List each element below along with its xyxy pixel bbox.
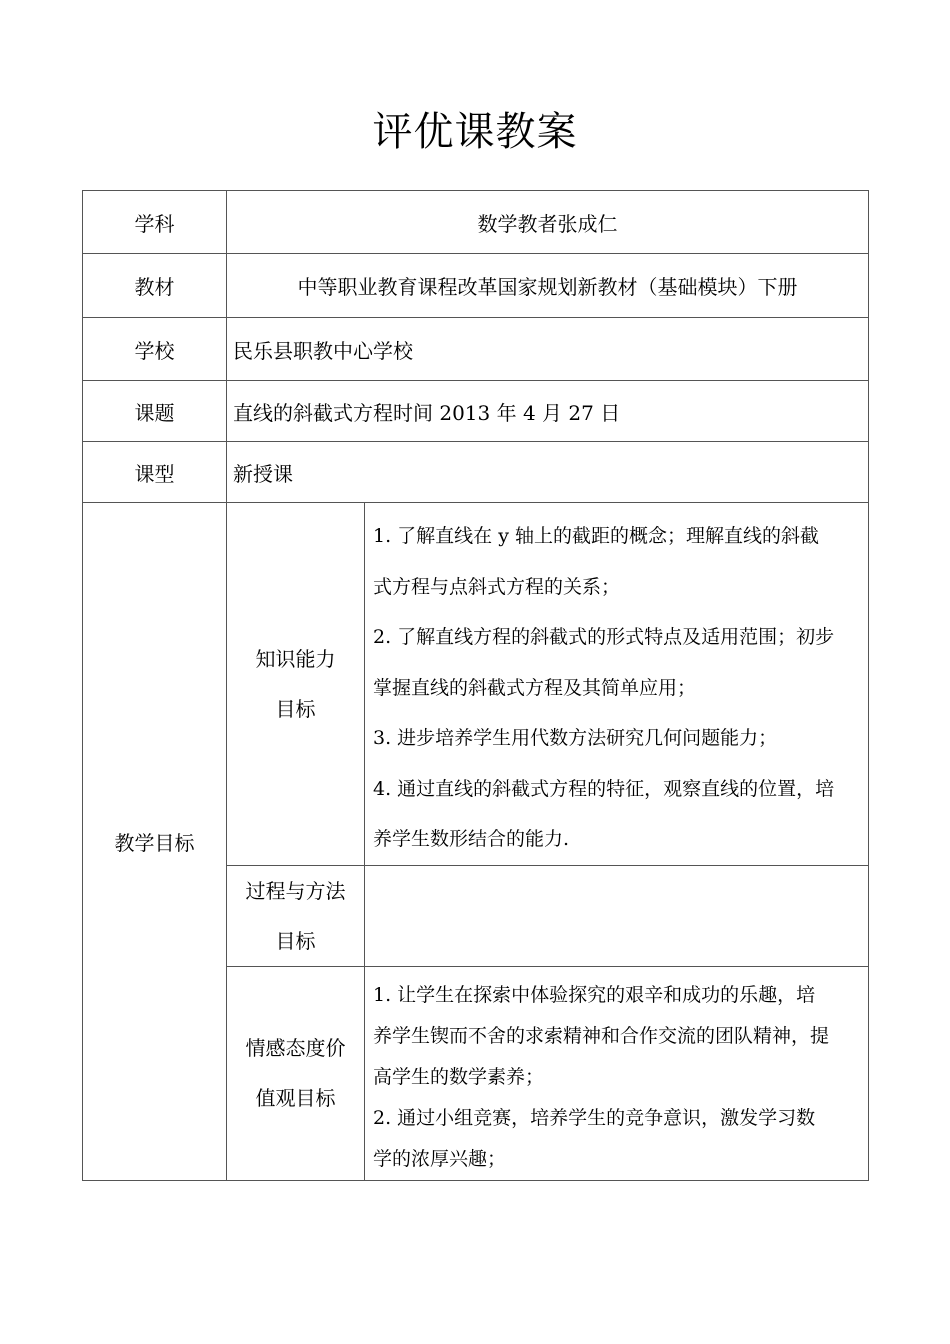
knowledge-line: 2. 了解直线方程的斜截式的形式特点及适用范围；初步 bbox=[373, 626, 835, 648]
school-label: 学校 bbox=[83, 318, 227, 381]
textbook-value: 中等职业教育课程改革国家规划新教材（基础模块）下册 bbox=[227, 254, 869, 318]
process-label-line2: 目标 bbox=[275, 928, 316, 953]
emotion-label-line1: 情感态度价 bbox=[245, 1036, 346, 1060]
emotion-line: 1. 让学生在探索中体验探究的艰辛和成功的乐趣，培 bbox=[373, 983, 816, 1006]
knowledge-line: 1. 了解直线在 y 轴上的截距的概念；理解直线的斜截 bbox=[373, 525, 819, 547]
knowledge-objective-content bbox=[365, 503, 869, 866]
type-value: 新授课 bbox=[227, 442, 869, 503]
objectives-label: 教学目标 bbox=[83, 503, 227, 1181]
page-title: 评优课教案 bbox=[372, 109, 578, 155]
emotion-objective-content bbox=[365, 966, 869, 1180]
knowledge-label-line2: 目标 bbox=[275, 696, 316, 721]
topic-label: 课题 bbox=[83, 381, 227, 442]
knowledge-line: 式方程与点斜式方程的关系； bbox=[373, 575, 621, 598]
knowledge-line: 养学生数形结合的能力. bbox=[373, 828, 570, 850]
row-type bbox=[83, 442, 869, 503]
knowledge-line: 3. 进步培养学生用代数方法研究几何问题能力； bbox=[373, 727, 778, 749]
row-knowledge-objective bbox=[83, 503, 869, 866]
row-subject bbox=[83, 191, 869, 254]
process-objective-label bbox=[227, 865, 365, 966]
knowledge-line: 4. 通过直线的斜截式方程的特征，观察直线的位置，培 bbox=[373, 777, 835, 800]
emotion-label-line2: 值观目标 bbox=[255, 1086, 336, 1110]
school-value: 民乐县职教中心学校 bbox=[227, 318, 869, 381]
knowledge-objective-label bbox=[227, 503, 365, 866]
emotion-line: 高学生的数学素养； bbox=[373, 1065, 545, 1088]
type-label: 课型 bbox=[83, 442, 227, 503]
textbook-label: 教材 bbox=[83, 254, 227, 318]
row-school bbox=[83, 318, 869, 381]
knowledge-line: 掌握直线的斜截式方程及其简单应用； bbox=[373, 676, 697, 699]
process-label-line1: 过程与方法 bbox=[245, 878, 346, 903]
emotion-line: 学的浓厚兴趣； bbox=[373, 1147, 507, 1170]
process-objective-content bbox=[365, 865, 869, 966]
row-textbook bbox=[83, 254, 869, 318]
row-topic bbox=[83, 381, 869, 442]
emotion-objective-label bbox=[227, 966, 365, 1180]
emotion-line: 2. 通过小组竞赛，培养学生的竞争意识，激发学习数 bbox=[373, 1106, 816, 1129]
lesson-plan-table bbox=[82, 190, 869, 1181]
subject-value: 数学教者张成仁 bbox=[227, 191, 869, 254]
topic-value: 直线的斜截式方程时间 2013 年 4 月 27 日 bbox=[227, 381, 869, 442]
knowledge-label-line1: 知识能力 bbox=[255, 646, 336, 671]
emotion-line: 养学生锲而不舍的求索精神和合作交流的团队精神，提 bbox=[373, 1024, 830, 1047]
subject-label: 学科 bbox=[83, 191, 227, 254]
